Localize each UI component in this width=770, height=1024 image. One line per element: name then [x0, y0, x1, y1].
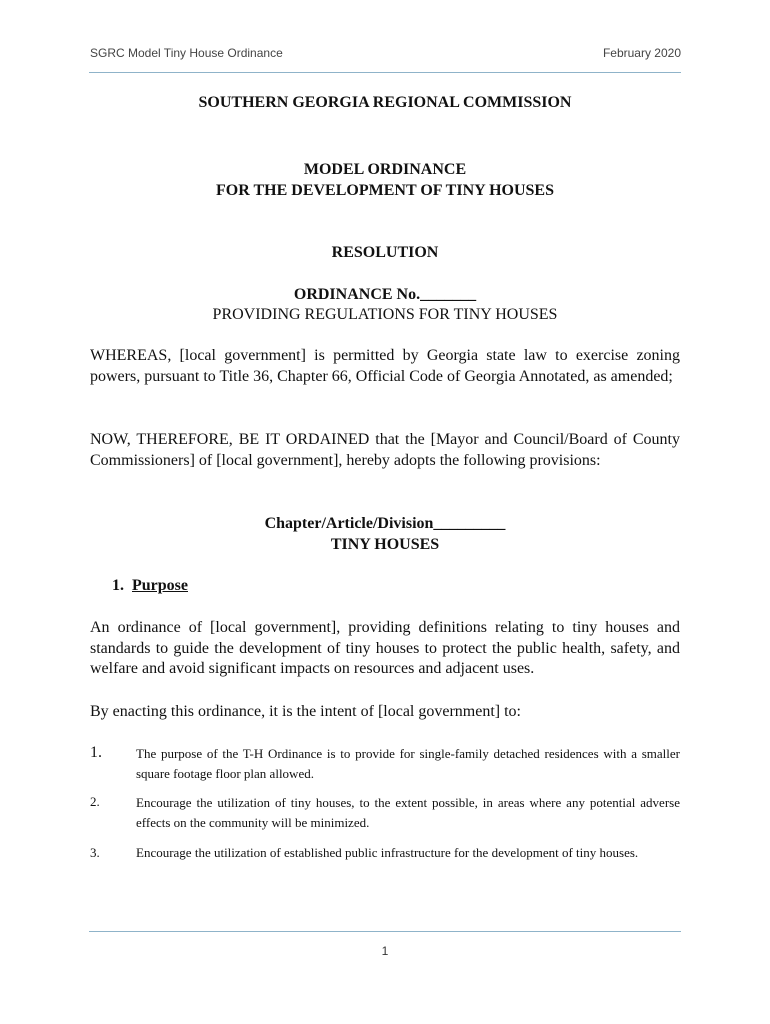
intent-item: Encourage the utilization of established public infrastructure for the development of tiny houses.: [136, 845, 639, 860]
section-number: 1.: [112, 577, 124, 594]
footer-rule: [89, 931, 681, 932]
header-rule: [89, 72, 681, 73]
purpose-paragraph: An ordinance of [local government], providing definitions relating to tiny houses and standards to guide the development of tiny houses to protect the public health, safety, and welfare and avoid significant impacts on resources and adjacent uses.: [90, 619, 680, 677]
intent-item-number: 1.: [90, 744, 102, 761]
whereas-paragraph: WHEREAS, [local government] is permitted by Georgia state law to exercise zoning powers, pursuant to Title 36, Chapter 66, Official Code of Georgia Annotated, as amended;: [90, 347, 680, 385]
ordinance-number: ORDINANCE No._______: [293, 286, 477, 303]
header-document-title: SGRC Model Tiny House Ordinance: [90, 46, 283, 60]
model-ordinance-subtitle: FOR THE DEVELOPMENT OF TINY HOUSES: [216, 182, 554, 199]
section-purpose-heading: [112, 577, 188, 595]
intent-item-number: 2.: [90, 794, 100, 809]
section-title: Purpose: [132, 577, 188, 594]
chapter-title: TINY HOUSES: [330, 536, 440, 553]
chapter-heading: Chapter/Article/Division_________: [264, 515, 506, 532]
ordinance-subject: PROVIDING REGULATIONS FOR TINY HOUSES: [212, 306, 558, 323]
model-ordinance-title: MODEL ORDINANCE: [303, 161, 467, 178]
page-number: 1: [381, 944, 389, 958]
commission-title: SOUTHERN GEORGIA REGIONAL COMMISSION: [198, 94, 572, 111]
resolution-heading: RESOLUTION: [331, 244, 439, 261]
header-date: February 2020: [602, 46, 681, 60]
page-header: [90, 46, 681, 60]
intent-item: Encourage the utilization of tiny houses, to the extent possible, in areas where any potential adverse effects on the community will be minimized.: [136, 795, 680, 830]
intent-item: The purpose of the T-H Ordinance is to provide for single-family detached residences with a smaller square footage floor plan allowed.: [136, 746, 680, 781]
intent-item-number: 3.: [90, 845, 100, 860]
now-therefore-paragraph: NOW, THEREFORE, BE IT ORDAINED that the [Mayor and Council/Board of County Commissioners] of [local government], hereby adopts the following provisions:: [90, 431, 680, 469]
intent-paragraph: By enacting this ordinance, it is the intent of [local government] to:: [90, 703, 521, 720]
